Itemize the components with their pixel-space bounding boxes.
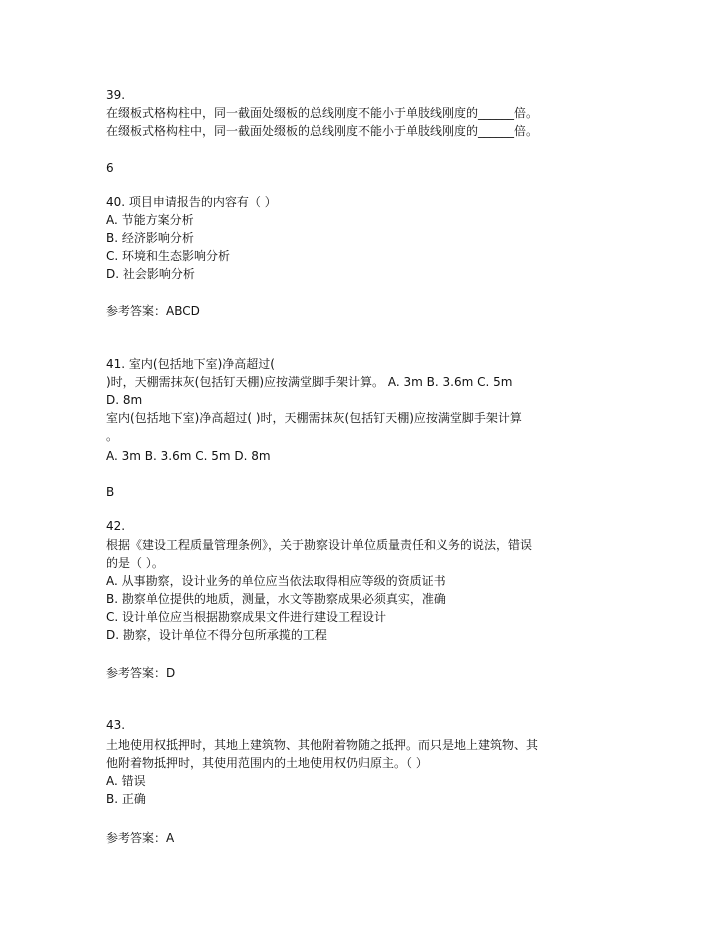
q41-line-6: A. 3m B. 3.6m C. 5m D. 8m <box>106 449 271 463</box>
q41-line-2: )时，天棚需抹灰(包括钉天棚)应按满堂脚手架计算。 A. 3m B. 3.6m C. 5m <box>106 375 513 389</box>
q40-answer: 参考答案：ABCD <box>106 304 200 318</box>
q42-stem-line-1: 根据《建设工程质量管理条例》，关于勘察设计单位质量责任和义务的说法，错误 <box>106 538 533 552</box>
q42-option-a: A. 从事勘察，设计业务的单位应当依法取得相应等级的资质证书 <box>106 574 446 588</box>
q40-title: 40. 项目申请报告的内容有（ ） <box>106 195 277 209</box>
q39-stem-line-1: 在缀板式格构柱中，同一截面处缀板的总线刚度不能小于单肢线刚度的______倍。 <box>106 106 539 120</box>
q43-stem-line-2: 他附着物抵押时，其使用范围内的土地使用权仍归原主。（ ） <box>106 756 428 770</box>
q39-number: 39. <box>106 88 126 102</box>
q43-option-b: B. 正确 <box>106 792 146 806</box>
q40-option-c: C. 环境和生态影响分析 <box>106 249 231 263</box>
q39-stem-line-2: 在缀板式格构柱中，同一截面处缀板的总线刚度不能小于单肢线刚度的______倍。 <box>106 124 539 138</box>
q43-stem-line-1: 土地使用权抵押时，其地上建筑物、其他附着物随之抵押。而只是地上建筑物、其 <box>106 738 539 752</box>
q42-option-d: D. 勘察，设计单位不得分包所承揽的工程 <box>106 628 327 642</box>
q41-line-5: 。 <box>106 429 119 443</box>
q42-stem-line-2: 的是（ ）。 <box>106 556 164 570</box>
q41-line-4: 室内(包括地下室)净高超过( )时，天棚需抹灰(包括钉天棚)应按满堂脚手架计算 <box>106 411 522 425</box>
q43-number: 43. <box>106 718 126 732</box>
q42-option-b: B. 勘察单位提供的地质，测量，水文等勘察成果必须真实，准确 <box>106 592 446 606</box>
q40-option-a: A. 节能方案分析 <box>106 213 194 227</box>
q41-answer: B <box>106 485 115 499</box>
q43-option-a: A. 错误 <box>106 774 146 788</box>
q39-answer: 6 <box>106 161 114 175</box>
q42-number: 42. <box>106 519 126 533</box>
q40-option-b: B. 经济影响分析 <box>106 231 194 245</box>
q43-answer: 参考答案：A <box>106 831 175 845</box>
q42-answer: 参考答案：D <box>106 666 176 680</box>
q41-line-1: 41. 室内(包括地下室)净高超过( <box>106 357 275 371</box>
q41-line-3: D. 8m <box>106 393 143 407</box>
q40-option-d: D. 社会影响分析 <box>106 267 195 281</box>
q42-option-c: C. 设计单位应当根据勘察成果文件进行建设工程设计 <box>106 610 387 624</box>
